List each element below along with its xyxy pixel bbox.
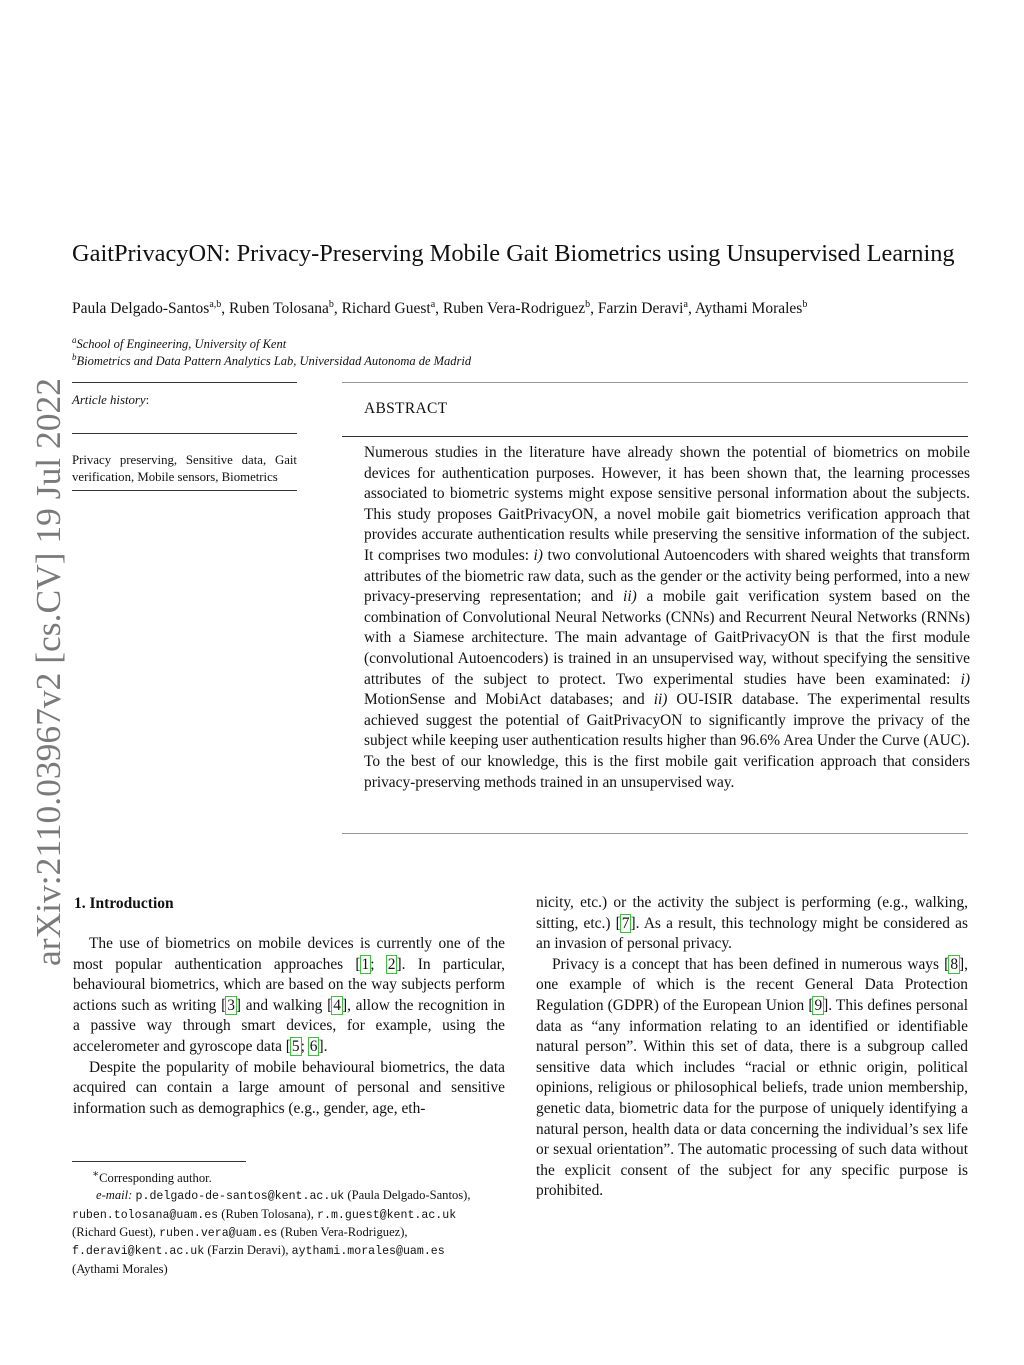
author-separator: , bbox=[333, 300, 342, 318]
abstract-enum: ii) bbox=[623, 588, 637, 606]
right-column bbox=[536, 893, 968, 1202]
author-affiliation-mark: a bbox=[430, 299, 436, 310]
author-separator: , bbox=[590, 300, 598, 318]
abstract-enum: i) bbox=[960, 670, 970, 688]
citation-link[interactable]: 4 bbox=[333, 996, 341, 1014]
abstract-text: OU-ISIR database. The experimental results achieved suggest the potential of GaitPrivacyON to significantly improve the privacy of the subject while keeping user authentication results higher than 96.6% Area Under the Curve (AUC). To the best of our knowledge, this is the first mobile gait verification approach that considers privacy-preserving methods trained in an unsupervised way. bbox=[364, 691, 970, 791]
citation-link[interactable]: 5 bbox=[291, 1037, 300, 1055]
email-link[interactable]: aythami.morales@uam.es bbox=[291, 1245, 445, 1259]
abstract-heading: ABSTRACT bbox=[364, 400, 448, 417]
author-name: Richard Guest bbox=[341, 300, 431, 318]
author-separator: , bbox=[687, 300, 695, 318]
citation-link[interactable]: 2 bbox=[387, 955, 396, 973]
paragraph-text: ]. As a result, this technology might be considered as an invasion of personal privacy. bbox=[536, 914, 968, 953]
paragraph-text: ], allow the recognition in a passive way through smart devices, for example, using the accelerometer and gyroscope data [ bbox=[73, 996, 505, 1055]
paragraph bbox=[536, 955, 968, 1202]
paragraph bbox=[73, 934, 505, 1058]
citation-link[interactable]: 1 bbox=[361, 955, 370, 973]
affiliation-mark: a bbox=[72, 335, 77, 345]
citation-link[interactable]: 9 bbox=[814, 996, 823, 1014]
abstract-text: a mobile gait verification system based on the combination of Convolutional Neural Networks (CNNs) and Recurrent Neural Networks (RNNs) with a Siamese architecture. The main advantage of GaitPrivacyON is that the first module (convolutional Autoencoders) is trained in an unsupervised way, without specifying the sensitive attributes of the subject to protect. Two experimental studies have been examinated: bbox=[364, 588, 971, 688]
paragraph-text: Privacy is a concept that has been defined in numerous ways [ bbox=[552, 955, 950, 973]
section-heading: 1. Introduction bbox=[74, 895, 174, 912]
email-link[interactable]: p.delgado-de-santos@kent.ac.uk bbox=[135, 1190, 345, 1204]
author-name: Aythami Morales bbox=[694, 300, 803, 318]
arxiv-stamp bbox=[22, 378, 70, 968]
author-name: Farzin Deravi bbox=[597, 300, 684, 318]
author-list bbox=[72, 294, 972, 320]
affiliation-mark: b bbox=[72, 352, 77, 362]
footnote-text: Corresponding author. bbox=[99, 1171, 212, 1186]
author-name: Ruben Tolosana bbox=[229, 300, 329, 318]
paragraph bbox=[536, 893, 968, 955]
divider bbox=[72, 433, 297, 434]
footnote-corresponding bbox=[72, 1166, 512, 1187]
citation-link[interactable]: 3 bbox=[227, 996, 235, 1014]
paragraph-text: ]. bbox=[318, 1037, 328, 1055]
paragraph-text: Despite the popularity of mobile behavioural biometrics, the data acquired can contain a large amount of personal and sensitive information such as demographics (e.g., gender, age, eth- bbox=[73, 1058, 505, 1117]
article-history bbox=[72, 392, 149, 409]
abstract-text: MotionSense and MobiAct databases; and bbox=[364, 691, 654, 709]
paper-title: GaitPrivacyON: Privacy-Preserving Mobile Gait Biometrics using Unsupervised Learning bbox=[72, 240, 955, 267]
author-affiliation-mark: a,b bbox=[209, 299, 222, 310]
email-link[interactable]: ruben.vera@uam.es bbox=[159, 1227, 278, 1241]
footnote-emails bbox=[72, 1187, 512, 1277]
paragraph bbox=[73, 1058, 505, 1120]
paragraph-text: ; bbox=[300, 1037, 309, 1055]
author-affiliation-mark: b bbox=[585, 299, 591, 310]
divider bbox=[342, 833, 968, 834]
citation-link[interactable]: 8 bbox=[950, 955, 959, 973]
divider bbox=[72, 382, 297, 383]
divider bbox=[72, 490, 297, 491]
affiliation-text: School of Engineering, University of Kent bbox=[76, 337, 287, 352]
abstract-text: Numerous studies in the literature have already shown the potential of biometrics on mobile devices for authentication purposes. However, it has been shown that, the learning processes associated to biometric systems might expose sensitive personal information about the subjects. This study proposes GaitPrivacyON, a novel mobile gait biometrics verification approach that provides accurate authentication results while preserving the sensitive information of the subject. It comprises two modules: bbox=[364, 444, 970, 564]
article-history-colon: : bbox=[145, 393, 150, 407]
paragraph-text: ] and walking [ bbox=[235, 996, 333, 1014]
email-owner: (Ruben Tolosana), bbox=[218, 1206, 318, 1221]
email-owner: (Richard Guest), bbox=[72, 1225, 160, 1240]
abstract-text: two convolutional Autoencoders with shared weights that transform attributes of the biometric raw data, such as the gender or the activity being performed, into a new privacy-preserving representation; and bbox=[364, 546, 970, 606]
affiliation-text: Biometrics and Data Pattern Analytics Lab, Universidad Autonoma de Madrid bbox=[76, 354, 472, 369]
paragraph-text: ]. In particular, behavioural biometrics, which are based on the way subjects perform actions such as writing [ bbox=[73, 955, 505, 1014]
affiliation-b bbox=[72, 349, 471, 370]
abstract-enum: i) bbox=[533, 546, 543, 564]
citation-link[interactable]: 7 bbox=[621, 914, 630, 932]
footnote-mark: ∗ bbox=[92, 1169, 100, 1180]
author-affiliation-mark: b bbox=[328, 299, 334, 310]
email-owner: (Paula Delgado-Santos), bbox=[344, 1188, 471, 1203]
author-affiliation-mark: b bbox=[802, 299, 808, 310]
paragraph-text: nicity, etc.) or the activity the subject is performing (e.g., walking, sitting, etc.) [ bbox=[536, 894, 968, 932]
author-separator: , bbox=[435, 300, 443, 318]
paragraph-text: The use of biometrics on mobile devices is currently one of the most popular authentication approaches [ bbox=[73, 935, 505, 973]
paragraph-text: ; bbox=[370, 955, 387, 973]
email-label: e-mail: bbox=[96, 1188, 133, 1203]
divider bbox=[342, 382, 968, 383]
email-link[interactable]: r.m.guest@kent.ac.uk bbox=[317, 1208, 457, 1222]
email-owner: (Aythami Morales) bbox=[72, 1261, 168, 1276]
author-name: Paula Delgado-Santos bbox=[72, 300, 210, 318]
keywords: Privacy preserving, Sensitive data, Gait verification, Mobile sensors, Biometrics bbox=[72, 453, 297, 484]
divider bbox=[342, 436, 968, 437]
left-column bbox=[73, 934, 505, 1119]
email-link[interactable]: f.deravi@kent.ac.uk bbox=[72, 1245, 205, 1259]
abstract-body bbox=[364, 443, 970, 793]
abstract-enum: ii) bbox=[653, 691, 668, 709]
author-separator: , bbox=[221, 300, 230, 318]
email-owner: (Farzin Deravi), bbox=[204, 1243, 292, 1258]
footnote bbox=[72, 1166, 512, 1278]
email-owner: (Ruben Vera-Rodriguez), bbox=[277, 1225, 408, 1240]
citation-link[interactable]: 6 bbox=[309, 1037, 318, 1055]
article-history-label: Article history bbox=[72, 393, 146, 407]
paragraph-text: ], one example of which is the recent General Data Protection Regulation (GDPR) of the European Union [ bbox=[536, 955, 968, 1014]
arxiv-stamp-text: arXiv:2110.03967v2 [cs.CV] 19 Jul 2022 bbox=[29, 385, 68, 966]
author-affiliation-mark: a bbox=[683, 299, 688, 310]
email-link[interactable]: ruben.tolosana@uam.es bbox=[72, 1208, 219, 1222]
paragraph-text: ]. This defines personal data as “any information relating to an identified or identifiable natural person”. Within this set of data, there is a subgroup called sensitive data which includes “racial or ethnic origin, political opinions, religious or philosophical beliefs, trade union membership, genetic data, biometric data for the purpose of uniquely identifying a natural person, health data or data concerning the individual’s sex life or sexual orientation”. The automatic processing of such data without the explicit consent of the subject for any specific purpose is prohibited. bbox=[536, 996, 968, 1200]
footnote-rule bbox=[72, 1161, 246, 1162]
author-name: Ruben Vera-Rodriguez bbox=[442, 300, 586, 318]
